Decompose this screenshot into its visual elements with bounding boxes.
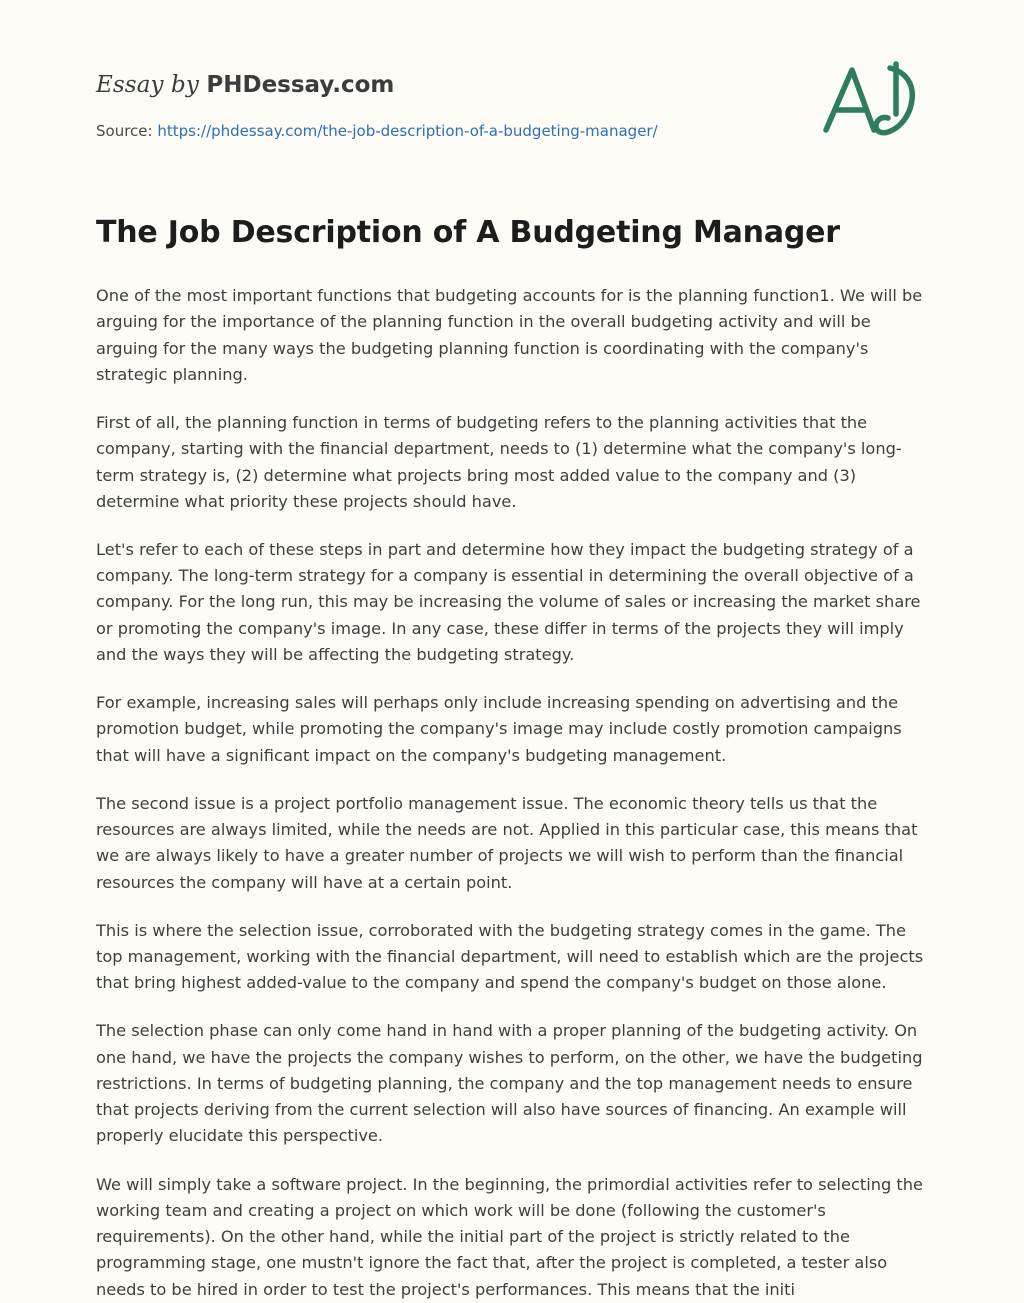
- paragraph: For example, increasing sales will perhaps only include increasing spending on advertising and the promotion budget, while promoting the company's image may include costly promotion campaigns that will have a significant impact on the company's budgeting management.: [96, 693, 902, 765]
- paragraph: Let's refer to each of these steps in part and determine how they impact the budgeting strategy of a company. The long-term strategy for a company is essential in determining the overall objective of a company. For the long run, this may be increasing the volume of sales or increasing the market share or promoting the company's image. In any case, these differ in terms of the projects they will imply and the ways they will be affecting the budgeting strategy.: [96, 539, 921, 664]
- paragraph: First of all, the planning function in terms of budgeting refers to the planning activities that the company, starting with the financial department, needs to (1) determine what the company's long-term strategy is, (2) determine what projects bring most added value to the company and (3) determine what priority these projects should have.: [96, 413, 902, 511]
- brand-line: [96, 72, 928, 100]
- page-title: The Job Description of A Budgeting Manager: [96, 214, 840, 250]
- source-label: Source:: [96, 121, 153, 140]
- paragraph: One of the most important functions that budgeting accounts for is the planning function1. We will be arguing for the importance of the planning function in the overall budgeting activity and will be arguing for the many ways the budgeting planning function is coordinating with the company's strategic planning.: [96, 286, 923, 384]
- article-body: [96, 283, 928, 1303]
- paragraph: This is where the selection issue, corroborated with the budgeting strategy comes in the game. The top management, working with the financial department, will need to establish which are the projects that bring highest added-value to the company and spend the company's budget on those alone.: [96, 920, 924, 993]
- source-line: [96, 122, 928, 140]
- document-header: [0, 0, 1024, 140]
- by-word: by: [171, 72, 199, 98]
- paragraph: The second issue is a project portfolio management issue. The economic theory tells us that the resources are always limited, while the needs are not. Applied in this particular case, this means that we are always likely to have a greater number of projects we will wish to perform than the financial resources the company will have at a certain point.: [96, 793, 918, 892]
- phdessay-logo-icon: [818, 58, 928, 148]
- paragraph: The selection phase can only come hand in hand with a proper planning of the budgeting activity. On one hand, we have the projects the company wishes to perform, on the other, we have the budgeting restrictions. In terms of budgeting planning, the company and the top management needs to ensure that projects deriving from the current selection will also have sources of financing. An example will properly elucidate this perspective.: [96, 1021, 923, 1146]
- brand-name: PHDessay.com: [206, 72, 395, 98]
- paragraph: We will simply take a software project. In the beginning, the primordial activities refer to selecting the working team and creating a project on which work will be done (following the customer's requirements). On the other hand, while the initial part of the project is strictly related to the programming stage, one mustn't ignore the fact that, after the project is completed, a tester also needs to be hired in order to test the project's performances. This means that the initi: [96, 1174, 923, 1299]
- essay-word: Essay: [96, 72, 164, 98]
- source-url-link[interactable]: https://phdessay.com/the-job-description-of-a-budgeting-manager/: [157, 121, 658, 140]
